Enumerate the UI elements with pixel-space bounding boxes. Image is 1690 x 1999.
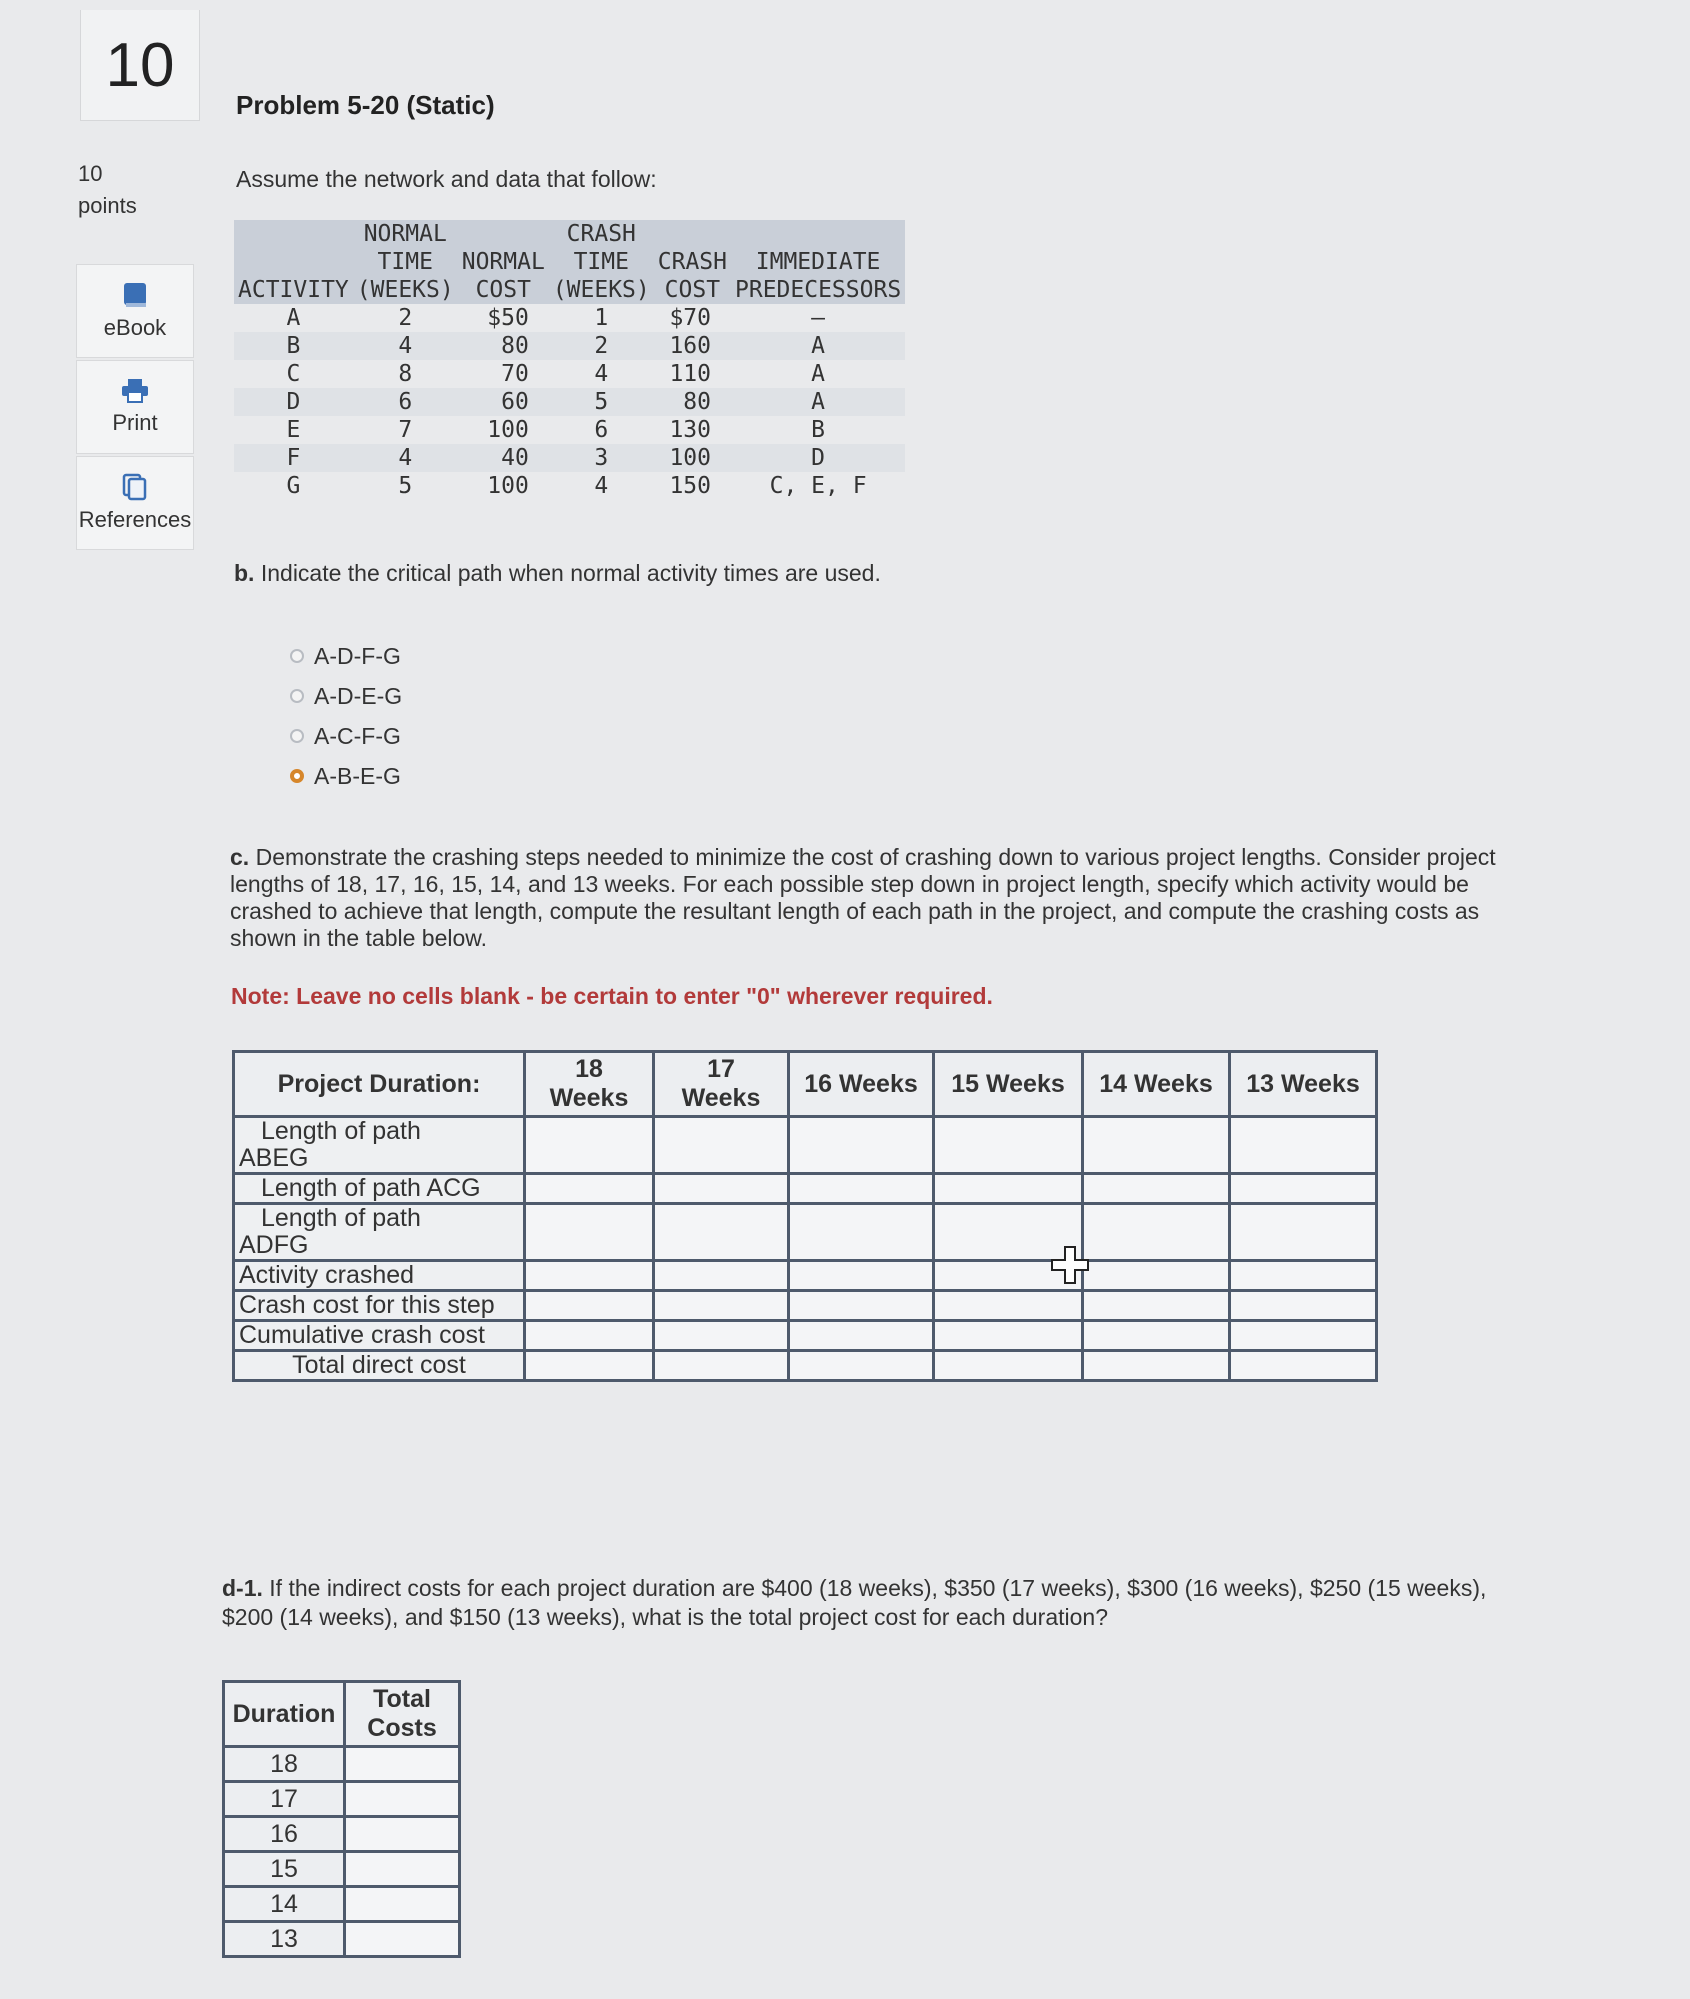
option-label: A-D-F-G	[314, 642, 401, 669]
answer-input-cell[interactable]	[525, 1174, 654, 1204]
table-cell: C	[286, 361, 301, 387]
points-indicator: 10 points	[78, 161, 137, 218]
radio-button[interactable]	[290, 689, 304, 703]
table-cell: A	[811, 361, 826, 387]
row-label: Crash cost for this step	[234, 1291, 525, 1321]
row-label: Activity crashed	[234, 1261, 525, 1291]
table-cell: D	[731, 444, 905, 472]
table-row	[234, 1117, 1377, 1174]
table-cell: 100	[487, 417, 529, 443]
duration-value: 14	[224, 1887, 345, 1922]
table-row	[234, 332, 905, 360]
answer-input-cell[interactable]	[789, 1351, 934, 1381]
option-label: A-B-E-G	[314, 762, 401, 789]
book-icon	[122, 281, 148, 309]
answer-input-cell[interactable]	[654, 1174, 789, 1204]
table-cell: B	[811, 417, 826, 443]
answer-input-cell[interactable]	[525, 1351, 654, 1381]
table-row	[234, 1204, 1377, 1261]
total-cost-input[interactable]	[345, 1887, 460, 1922]
duration-value: 13	[224, 1922, 345, 1957]
answer-input-cell[interactable]	[1083, 1174, 1230, 1204]
duration-value: 15	[224, 1852, 345, 1887]
documents-icon	[122, 473, 148, 501]
table-cell: 80	[654, 388, 731, 416]
part-c-question: c. Demonstrate the crashing steps needed to minimize the cost of crashing down to various project lengths. Consider project lengths of 18, 17, 16, 15, 14, and 13 weeks. For each possible step down in project length, specify which activity would be crashed to achieve that length, compute the resultant length of each path in the project, and compute the crashing costs as shown in the table below.	[230, 844, 1496, 951]
table-row	[234, 304, 905, 332]
table-cell: 1	[594, 305, 609, 331]
problem-intro: Assume the network and data that follow:	[236, 166, 657, 192]
answer-input-cell[interactable]	[654, 1321, 789, 1351]
move-cursor-icon	[1050, 1245, 1090, 1285]
duration-column-header: 13 Weeks	[1230, 1052, 1377, 1117]
table-cell: 5	[549, 388, 654, 416]
table-cell: 110	[669, 361, 711, 387]
ebook-button[interactable]: eBook	[76, 264, 194, 358]
table-row	[234, 444, 905, 472]
answer-input-cell[interactable]	[654, 1204, 789, 1261]
row-label: Total direct cost	[234, 1351, 525, 1381]
duration-value: 17	[224, 1782, 345, 1817]
duration-header: Duration	[224, 1682, 345, 1747]
total-cost-input[interactable]	[345, 1817, 460, 1852]
answer-input-cell[interactable]	[934, 1174, 1083, 1204]
table-cell: 6	[353, 388, 458, 416]
table-cell: 160	[654, 332, 731, 360]
table-row	[224, 1887, 460, 1922]
answer-input-cell[interactable]	[654, 1291, 789, 1321]
answer-input-cell[interactable]	[789, 1117, 934, 1174]
table-cell: 60	[458, 388, 549, 416]
total-cost-input[interactable]	[345, 1922, 460, 1957]
answer-input-cell[interactable]	[1083, 1351, 1230, 1381]
answer-input-cell[interactable]	[934, 1117, 1083, 1174]
duration-value: 18	[224, 1747, 345, 1782]
print-button[interactable]: Print	[76, 360, 194, 454]
table-row	[234, 1291, 1377, 1321]
option-label: A-C-F-G	[314, 722, 401, 749]
table-cell: 6	[594, 417, 609, 443]
table-cell: 5	[398, 473, 413, 499]
answer-input-cell[interactable]	[1230, 1351, 1377, 1381]
table-cell: $50	[487, 305, 529, 331]
printer-icon	[121, 378, 149, 404]
answer-input-cell[interactable]	[1083, 1261, 1230, 1291]
total-cost-input[interactable]	[345, 1782, 460, 1817]
part-c-note: Note: Leave no cells blank - be certain to enter "0" wherever required.	[231, 983, 993, 1009]
table-cell: 130	[669, 417, 711, 443]
table-cell: 40	[458, 444, 549, 472]
crash-steps-table	[232, 1050, 1378, 1382]
duration-column-header: 15 Weeks	[934, 1052, 1083, 1117]
total-cost-input[interactable]	[345, 1747, 460, 1782]
answer-input-cell[interactable]	[934, 1291, 1083, 1321]
row-label: Length of path ABEG	[234, 1117, 525, 1174]
row-label: Cumulative crash cost	[234, 1321, 525, 1351]
table-row	[224, 1747, 460, 1782]
table-cell: 3	[549, 444, 654, 472]
answer-input-cell[interactable]	[1083, 1117, 1230, 1174]
table-row	[234, 1261, 1377, 1291]
activity-data-table	[234, 220, 905, 500]
radio-button[interactable]	[290, 729, 304, 743]
table-cell: A	[731, 332, 905, 360]
table-cell: 2	[398, 305, 413, 331]
table-header-row	[234, 220, 905, 304]
table-cell: B	[234, 332, 353, 360]
radio-button[interactable]	[290, 649, 304, 663]
answer-input-cell[interactable]	[525, 1291, 654, 1321]
answer-input-cell[interactable]	[789, 1174, 934, 1204]
table-row	[234, 360, 905, 388]
answer-input-cell[interactable]	[1083, 1321, 1230, 1351]
critical-path-option[interactable]	[290, 756, 402, 796]
totals-header-row	[224, 1682, 460, 1747]
crash-header-row	[234, 1052, 1377, 1117]
table-cell: G	[286, 473, 301, 499]
row-label: Length of path ACG	[234, 1174, 525, 1204]
table-cell: —	[811, 305, 826, 331]
answer-input-cell[interactable]	[1230, 1261, 1377, 1291]
table-cell: E	[286, 417, 301, 443]
table-cell: A	[731, 388, 905, 416]
radio-button[interactable]	[290, 769, 304, 783]
answer-input-cell[interactable]	[789, 1291, 934, 1321]
references-button[interactable]: References	[76, 456, 194, 550]
duration-column-header: 16 Weeks	[789, 1052, 934, 1117]
table-row	[234, 388, 905, 416]
answer-input-cell[interactable]	[934, 1351, 1083, 1381]
duration-column-header: 14 Weeks	[1083, 1052, 1230, 1117]
duration-value: 16	[224, 1817, 345, 1852]
table-row	[234, 1174, 1377, 1204]
answer-input-cell[interactable]	[525, 1261, 654, 1291]
table-cell: F	[234, 444, 353, 472]
critical-path-option[interactable]	[290, 636, 402, 676]
critical-path-option[interactable]	[290, 716, 402, 756]
header-crash-time: CRASH TIME (WEEKS)	[549, 220, 654, 304]
table-cell: C, E, F	[769, 473, 867, 499]
answer-input-cell[interactable]	[789, 1261, 934, 1291]
table-cell: 8	[398, 361, 413, 387]
table-cell: 4	[594, 361, 609, 387]
answer-input-cell[interactable]	[654, 1261, 789, 1291]
table-cell: 7	[398, 417, 413, 443]
total-costs-table	[222, 1680, 461, 1958]
header-activity: ACTIVITY	[234, 220, 353, 304]
answer-input-cell[interactable]	[1083, 1204, 1230, 1261]
header-normal-cost: NORMAL COST	[458, 220, 549, 304]
option-label: A-D-E-G	[314, 682, 403, 709]
table-row	[224, 1852, 460, 1887]
header-crash-cost: CRASH COST	[654, 220, 731, 304]
answer-input-cell[interactable]	[789, 1321, 934, 1351]
table-row	[234, 472, 905, 500]
answer-input-cell[interactable]	[1230, 1291, 1377, 1321]
answer-input-cell[interactable]	[525, 1204, 654, 1261]
question-number: 10	[80, 10, 200, 121]
table-cell: 100	[487, 473, 529, 499]
table-cell: 100	[654, 444, 731, 472]
answer-input-cell[interactable]	[1230, 1204, 1377, 1261]
table-cell: $70	[669, 305, 711, 331]
part-b-question: b. Indicate the critical path when normal activity times are used.	[234, 560, 881, 586]
table-cell: 2	[549, 332, 654, 360]
answer-input-cell[interactable]	[525, 1321, 654, 1351]
answer-input-cell[interactable]	[1083, 1291, 1230, 1321]
table-cell: 4	[594, 473, 609, 499]
total-cost-input[interactable]	[345, 1852, 460, 1887]
answer-input-cell[interactable]	[789, 1204, 934, 1261]
table-row	[224, 1817, 460, 1852]
table-cell: 70	[501, 361, 529, 387]
table-cell: A	[286, 305, 301, 331]
critical-path-options	[290, 636, 402, 796]
answer-input-cell[interactable]	[654, 1117, 789, 1174]
problem-title: Problem 5-20 (Static)	[236, 90, 495, 120]
table-row	[224, 1782, 460, 1817]
answer-input-cell[interactable]	[654, 1351, 789, 1381]
part-d1-question: d-1. If the indirect costs for each project duration are $400 (18 weeks), $350 (17 weeks), $300 (16 weeks), $250 (15 weeks), $200 (14 weeks), and $150 (13 weeks), what is the total project cost for each duration?	[222, 1575, 1487, 1630]
table-cell: 4	[353, 332, 458, 360]
header-normal-time: NORMAL TIME (WEEKS)	[353, 220, 458, 304]
table-row	[224, 1922, 460, 1957]
table-cell: 4	[353, 444, 458, 472]
table-row	[234, 1351, 1377, 1381]
row-label: Length of path ADFG	[234, 1204, 525, 1261]
project-duration-header: Project Duration:	[234, 1052, 525, 1117]
answer-input-cell[interactable]	[1230, 1321, 1377, 1351]
table-cell: 80	[458, 332, 549, 360]
answer-input-cell[interactable]	[934, 1321, 1083, 1351]
answer-input-cell[interactable]	[525, 1117, 654, 1174]
total-costs-header: Total Costs	[345, 1682, 460, 1747]
table-row	[234, 1321, 1377, 1351]
answer-input-cell[interactable]	[1230, 1117, 1377, 1174]
header-predecessors: IMMEDIATE PREDECESSORS	[731, 220, 905, 304]
critical-path-option[interactable]	[290, 676, 402, 716]
table-cell: 150	[669, 473, 711, 499]
table-row	[234, 416, 905, 444]
duration-column-header: 18 Weeks	[525, 1052, 654, 1117]
table-cell: D	[234, 388, 353, 416]
duration-column-header: 17 Weeks	[654, 1052, 789, 1117]
answer-input-cell[interactable]	[1230, 1174, 1377, 1204]
